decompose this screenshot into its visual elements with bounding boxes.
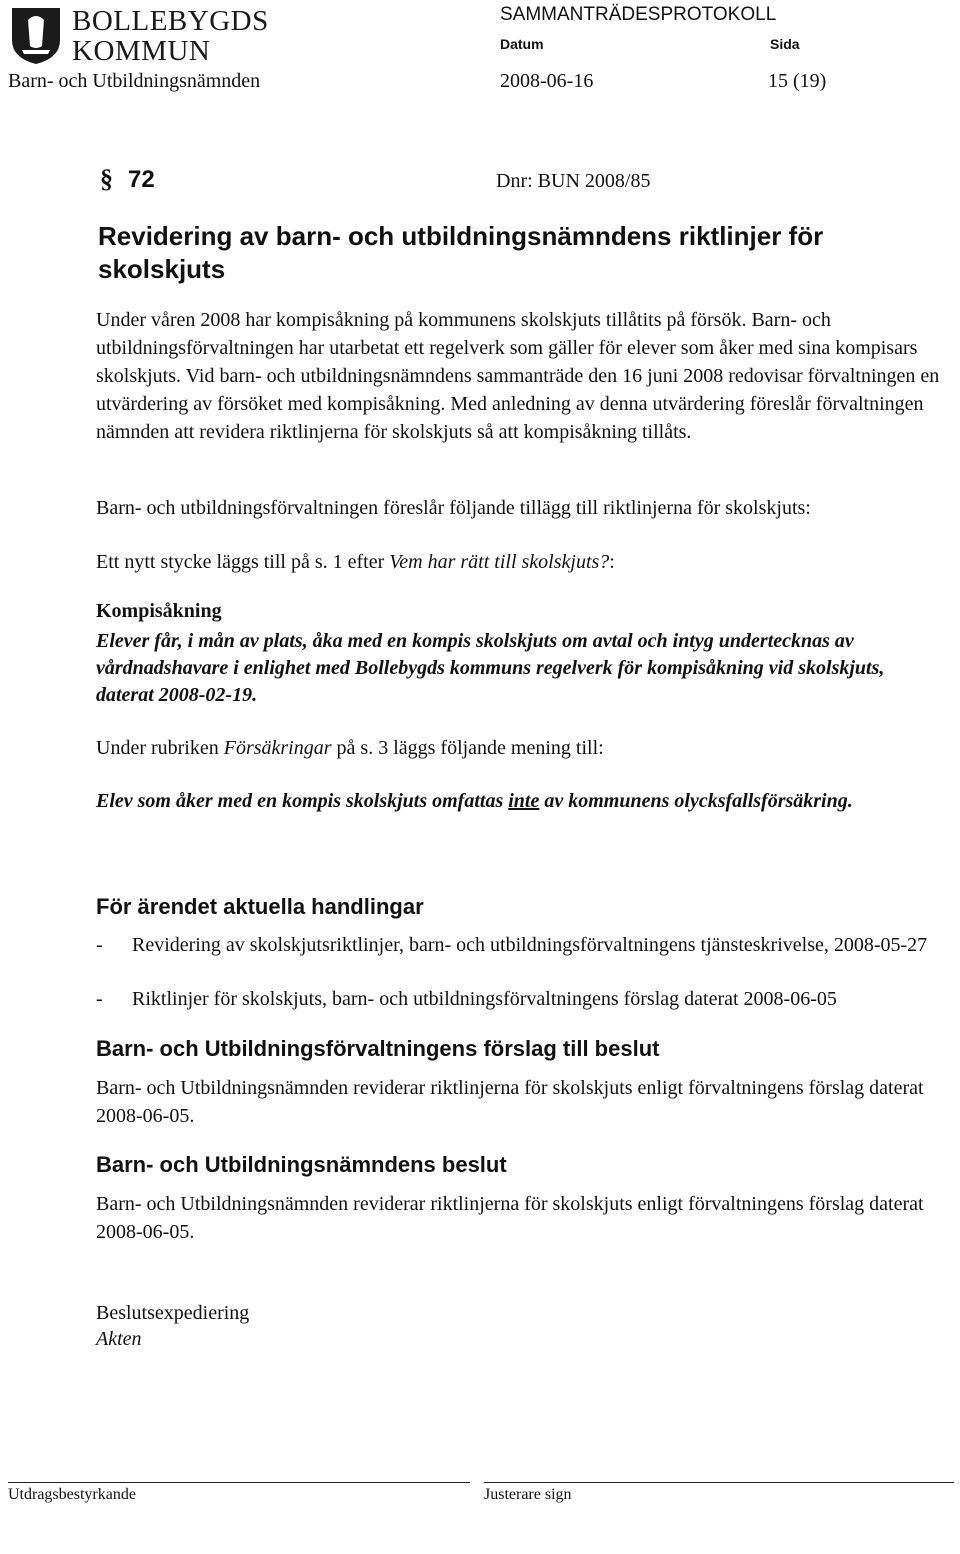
new-section-reference: Vem har rätt till skolskjuts? bbox=[389, 551, 610, 573]
new-section-paragraph bbox=[96, 548, 946, 576]
footer-divider-left bbox=[8, 1482, 470, 1483]
admin-proposal-heading: Barn- och Utbildningsförvaltningens förslag till beslut bbox=[96, 1036, 660, 1061]
page-number: 15 (19) bbox=[768, 70, 827, 92]
list-item-text: Revidering av skolskjutsriktlinjer, barn- och utbildningsförvaltningens tjänsteskrivelse, 2008-05-27 bbox=[132, 934, 928, 956]
proposal-paragraph: Barn- och utbildningsförvaltningen föreslår följande tillägg till riktlinjerna för skolskjuts: bbox=[96, 497, 811, 519]
rubrik-paragraph bbox=[96, 734, 946, 762]
insurance-emphasis: inte bbox=[508, 790, 540, 812]
list-dash: - bbox=[96, 988, 103, 1010]
new-section-suffix: : bbox=[609, 551, 615, 573]
section-number: 72 bbox=[128, 166, 155, 193]
insurance-sentence bbox=[96, 788, 946, 815]
dispatch-recipient: Akten bbox=[96, 1328, 142, 1350]
rubrik-prefix: Under rubriken bbox=[96, 737, 224, 759]
list-item-text: Riktlinjer för skolskjuts, barn- och utbildningsförvaltningens förslag daterat 2008-06-05 bbox=[132, 988, 837, 1010]
list-item bbox=[96, 986, 956, 1013]
document-type: SAMMANTRÄDESPROTOKOLL bbox=[500, 4, 777, 25]
adjuster-signature-label: Justerare sign bbox=[484, 1486, 572, 1503]
kompisakning-text: Elever får, i mån av plats, åka med en kompis skolskjuts om avtal och intyg undertecknas av vårdnadshavare i enlighet med Bollebygds kommuns regelverk för kompisåkning vid skolskjuts, daterat 2008-02-19. bbox=[96, 630, 885, 706]
documents-heading: För ärendet aktuella handlingar bbox=[96, 894, 424, 919]
case-number: Dnr: BUN 2008/85 bbox=[496, 170, 651, 192]
insurance-post: av kommunens olycksfallsförsäkring. bbox=[539, 790, 853, 812]
municipality-logo bbox=[8, 4, 269, 68]
logo-line-2: KOMMUN bbox=[72, 35, 211, 67]
section-title: Revidering av barn- och utbildningsnämndens riktlinjer för skolskjuts bbox=[98, 221, 824, 284]
dispatch-label: Beslutsexpediering bbox=[96, 1302, 250, 1324]
logo-wordmark bbox=[72, 6, 269, 66]
rubrik-reference: Försäkringar bbox=[223, 737, 332, 759]
new-section-prefix: Ett nytt stycke läggs till på s. 1 efter bbox=[96, 551, 390, 573]
coat-of-arms-icon bbox=[8, 6, 64, 66]
admin-proposal-text: Barn- och Utbildningsnämnden reviderar riktlinjerna för skolskjuts enligt förvaltningens förslag daterat 2008-06-05. bbox=[96, 1077, 924, 1127]
logo-line-1: BOLLEBYGDS bbox=[72, 5, 269, 37]
intro-paragraph: Under våren 2008 har kompisåkning på kommunens skolskjuts tillåtits på försök. Barn- och utbildningsförvaltningen har utarbetat ett regelverk som gäller för elever som åker med sina kompisars skolskjuts. Vid barn- och utbildningsnämndens sammanträde den 16 juni 2008 redovisar förvaltningen en utvärdering av försöket med kompisåkning. Med anledning av denna utvärdering föreslår förvaltningen nämnden att revidera riktlinjerna för skolskjuts så att kompisåkning tillåts. bbox=[96, 309, 940, 443]
committee-name: Barn- och Utbildningsnämnden bbox=[8, 70, 261, 92]
list-item bbox=[96, 932, 956, 959]
meeting-date: 2008-06-16 bbox=[500, 70, 594, 92]
board-decision-text: Barn- och Utbildningsnämnden reviderar riktlinjerna för skolskjuts enligt förvaltningens förslag daterat 2008-06-05. bbox=[96, 1193, 924, 1243]
extract-certification-label: Utdragsbestyrkande bbox=[8, 1486, 136, 1503]
section-symbol: § bbox=[100, 164, 113, 193]
footer-divider-right bbox=[484, 1482, 954, 1483]
board-decision-heading: Barn- och Utbildningsnämndens beslut bbox=[96, 1152, 507, 1177]
list-dash: - bbox=[96, 934, 103, 956]
rubrik-suffix: på s. 3 läggs följande mening till: bbox=[331, 737, 604, 759]
date-column-label: Datum bbox=[500, 36, 544, 52]
insurance-pre: Elev som åker med en kompis skolskjuts omfattas bbox=[96, 790, 509, 812]
page-column-label: Sida bbox=[770, 36, 800, 52]
kompisakning-heading: Kompisåkning bbox=[96, 600, 222, 622]
